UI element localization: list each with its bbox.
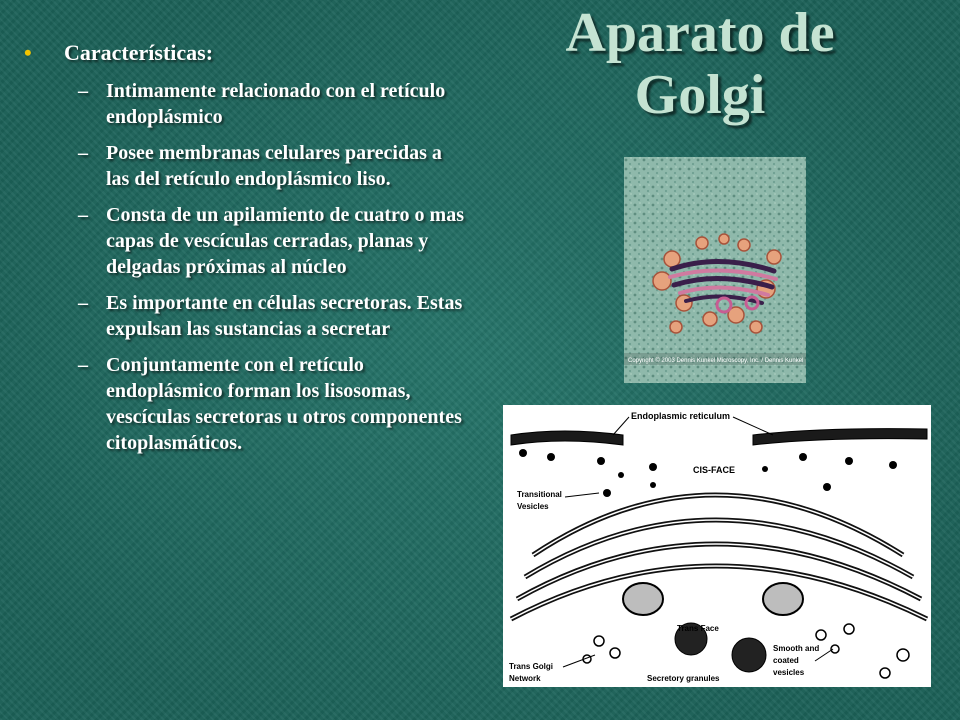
- sub-bullet: [24, 202, 494, 280]
- micrograph-illustration: [624, 157, 806, 383]
- golgi-diagram-illustration: [503, 405, 931, 687]
- sub-bullet-text: Consta de un apilamiento de cuatro o mas capas de vescículas cerradas, planas y delgadas próximas al núcleo: [106, 204, 464, 278]
- dash-icon: –: [78, 80, 88, 102]
- label-cis-face: CIS-FACE: [693, 465, 736, 475]
- main-bullet: [24, 40, 494, 66]
- leader-line-transitional: [565, 493, 599, 497]
- sub-bullet: [24, 140, 494, 192]
- micrograph-copyright: Copyright © 2003 Dennis Kunkel Microscopy, Inc. / Dennis Kunkel: [628, 358, 804, 364]
- golgi-diagram-image: [503, 405, 931, 687]
- sub-bullet-text: Conjuntamente con el retículo endoplásmico forman los lisosomas, vescículas secretoras u otros componentes citoplasmáticos.: [106, 354, 462, 454]
- label-secretory-granules: Secretory granules: [647, 674, 720, 683]
- dash-icon: –: [78, 354, 88, 376]
- leader-line-er-1: [613, 417, 629, 435]
- label-smooth-and: Smooth and: [773, 644, 820, 653]
- label-network: Network: [509, 674, 541, 683]
- sub-bullet-text: Posee membranas celulares parecidas a las del retículo endoplásmico liso.: [106, 142, 442, 190]
- bullet-dot-icon: •: [24, 40, 32, 65]
- golgi-micrograph-image: [624, 157, 806, 383]
- label-vesicles-2: vesicles: [773, 668, 805, 677]
- dash-icon: –: [78, 142, 88, 164]
- slide-title: Aparato de Golgi: [565, 2, 835, 126]
- dash-icon: –: [78, 204, 88, 226]
- leader-line-er-2: [733, 417, 773, 435]
- sub-bullet-text: Es importante en células secretoras. Estas expulsan las sustancias a secretar: [106, 292, 463, 340]
- sub-bullet: [24, 78, 494, 130]
- label-trans-face: Trans Face: [677, 624, 719, 633]
- label-coated: coated: [773, 656, 799, 665]
- sub-bullet-text: Intimamente relacionado con el retículo endoplásmico: [106, 80, 446, 128]
- dash-icon: –: [78, 292, 88, 314]
- main-bullet-text: Características:: [64, 40, 214, 65]
- sub-bullet: [24, 352, 494, 456]
- sub-bullet: [24, 290, 494, 342]
- label-transitional: Transitional: [517, 490, 562, 499]
- content-area: [24, 40, 494, 466]
- label-trans-golgi: Trans Golgi: [509, 662, 554, 671]
- sub-bullet-list: [24, 78, 494, 456]
- label-vesicles: Vesicles: [517, 502, 549, 511]
- label-endoplasmic-reticulum: Endoplasmic reticulum: [631, 411, 731, 421]
